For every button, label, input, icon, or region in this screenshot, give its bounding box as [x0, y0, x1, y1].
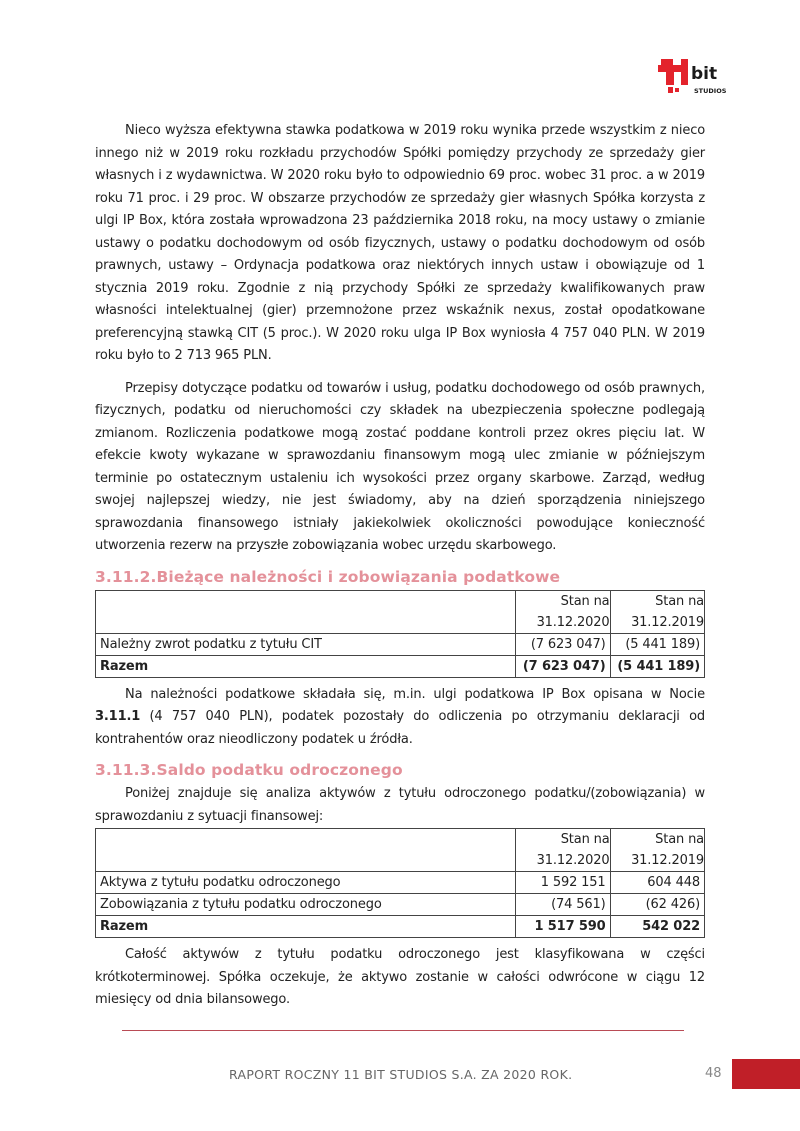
- paragraph-tax-regulations: Przepisy dotyczące podatku od towarów i usług, podatku dochodowego od osób prawnych, fizycznych, podatku od nieruchomości czy składek na ubezpieczenia społeczne podlegają zmianom. Rozliczenia podatkowe mogą zostać poddane kontroli przez okres pięciu lat. W efekcie kwoty wykazane w sprawozdaniu finansowym mogą ulec zmianie w późniejszym terminie po ostatecznym ustaleniu ich wysokości przez organy skarbowe. Zarząd, według swojej najlepszej wiedzy, nie jest świadomy, aby na dzień sporządzenia niniejszego sprawozdania finansowego istniały jakiekolwiek okoliczności powodujące konieczność utworzenia rezerw na przyszłe zobowiązania wobec urzędu skarbowego.: [95, 380, 705, 553]
- table-total-row: [96, 655, 705, 677]
- page-content: [95, 120, 705, 1022]
- row-label: Zobowiązania z tytułu podatku odroczonego: [96, 894, 516, 916]
- header-2019: Stan na 31.12.2019: [610, 590, 705, 633]
- row-value-2019: (5 441 189): [610, 633, 705, 655]
- header-2019: Stan na 31.12.2019: [610, 829, 704, 872]
- total-value-2020: (7 623 047): [516, 655, 610, 677]
- section-title-deferred-tax: 3.11.3.Saldo podatku odroczonego: [95, 761, 403, 779]
- page-number: 48: [705, 1066, 722, 1081]
- paragraph-deferred-classification: Całość aktywów z tytułu podatku odroczonego jest klasyfikowana w części krótkoterminowej. Spółka oczekuje, że aktywo zostanie w całości odwrócone w ciągu 12 miesięcy od dnia bilansowego.: [95, 947, 705, 1007]
- total-label: Razem: [96, 655, 516, 677]
- row-value-2020: 1 592 151: [516, 872, 610, 894]
- table-header-row: [96, 829, 705, 872]
- header-2020: Stan na 31.12.2020: [516, 590, 610, 633]
- row-value-2020: (74 561): [516, 894, 610, 916]
- header-empty-cell: [96, 590, 516, 633]
- note-reference: 3.11.1: [95, 709, 141, 724]
- total-value-2020: 1 517 590: [516, 916, 610, 938]
- page-accent-tab: [732, 1059, 800, 1089]
- row-value-2019: (62 426): [610, 894, 704, 916]
- logo-text-sub: STUDIOS: [694, 87, 727, 95]
- row-value-2020: (7 623 047): [516, 633, 610, 655]
- company-logo: [655, 55, 737, 99]
- current-tax-table: [95, 590, 705, 678]
- paragraph-tax-receivables: Na należności podatkowe składała się, m.in. ulgi podatkowa IP Box opisana w Nocie 3.11.1 (4 757 040 PLN), podatek pozostały do odliczenia po otrzymaniu deklaracji od kontrahentów oraz nieodliczony podatek u źródła.: [95, 686, 705, 747]
- footer-report-title: RAPORT ROCZNY 11 BIT STUDIOS S.A. ZA 2020 ROK.: [229, 1067, 573, 1082]
- paragraph-effective-tax-rate: Nieco wyższa efektywna stawka podatkowa w 2019 roku wynika przede wszystkim z nieco innego niż w 2019 roku rozkładu przychodów Spółki pomiędzy przychody ze sprzedaży gier własnych i z wydawnictwa. W 2020 roku było to odpowiednio 69 proc. wobec 31 proc. a w 2019 roku 71 proc. i 29 proc. W obszarze przychodów ze sprzedaży gier własnych Spółka korzysta z ulgi IP Box, która została wprowadzona 23 października 2018 roku, na mocy ustawy o zmianie ustawy o podatku dochodowym od osób fizycznych, ustawy o podatku dochodowym od osób prawnych, ustawy – Ordynacja podatkowa oraz niektórych innych ustaw i obowiązuje od 1 stycznia 2019 roku. Zgodnie z nią przychody Spółki ze sprzedaży kwalifikowanych praw własności intelektualnej (gier) przemnożone przez wskaźnik nexus, został opodatkowane preferencyjną stawką CIT (5 proc.). W 2020 roku ulga IP Box wyniosła 4 757 040 PLN. W 2019 roku było to 2 713 965 PLN.: [95, 123, 705, 363]
- section-title-current-tax: 3.11.2.Bieżące należności i zobowiązania podatkowe: [95, 567, 561, 586]
- row-value-2019: 604 448: [610, 872, 704, 894]
- table-row: [96, 894, 705, 916]
- deferred-tax-table: [95, 828, 705, 938]
- row-label: Aktywa z tytułu podatku odroczonego: [96, 872, 516, 894]
- row-label: Należny zwrot podatku z tytułu CIT: [96, 633, 516, 655]
- table-total-row: [96, 916, 705, 938]
- table-header-row: [96, 590, 705, 633]
- footer-divider: [122, 1030, 684, 1031]
- header-2020: Stan na 31.12.2020: [516, 829, 610, 872]
- table-row: [96, 872, 705, 894]
- table-row: [96, 633, 705, 655]
- logo-text-main: bit: [691, 64, 718, 84]
- total-value-2019: 542 022: [610, 916, 704, 938]
- total-value-2019: (5 441 189): [610, 655, 705, 677]
- paragraph-deferred-intro: Poniżej znajduje się analiza aktywów z tytułu odroczonego podatku/(zobowiązania) w sprawozdaniu z sytuacji finansowej:: [95, 786, 705, 824]
- header-empty-cell: [96, 829, 516, 872]
- total-label: Razem: [96, 916, 516, 938]
